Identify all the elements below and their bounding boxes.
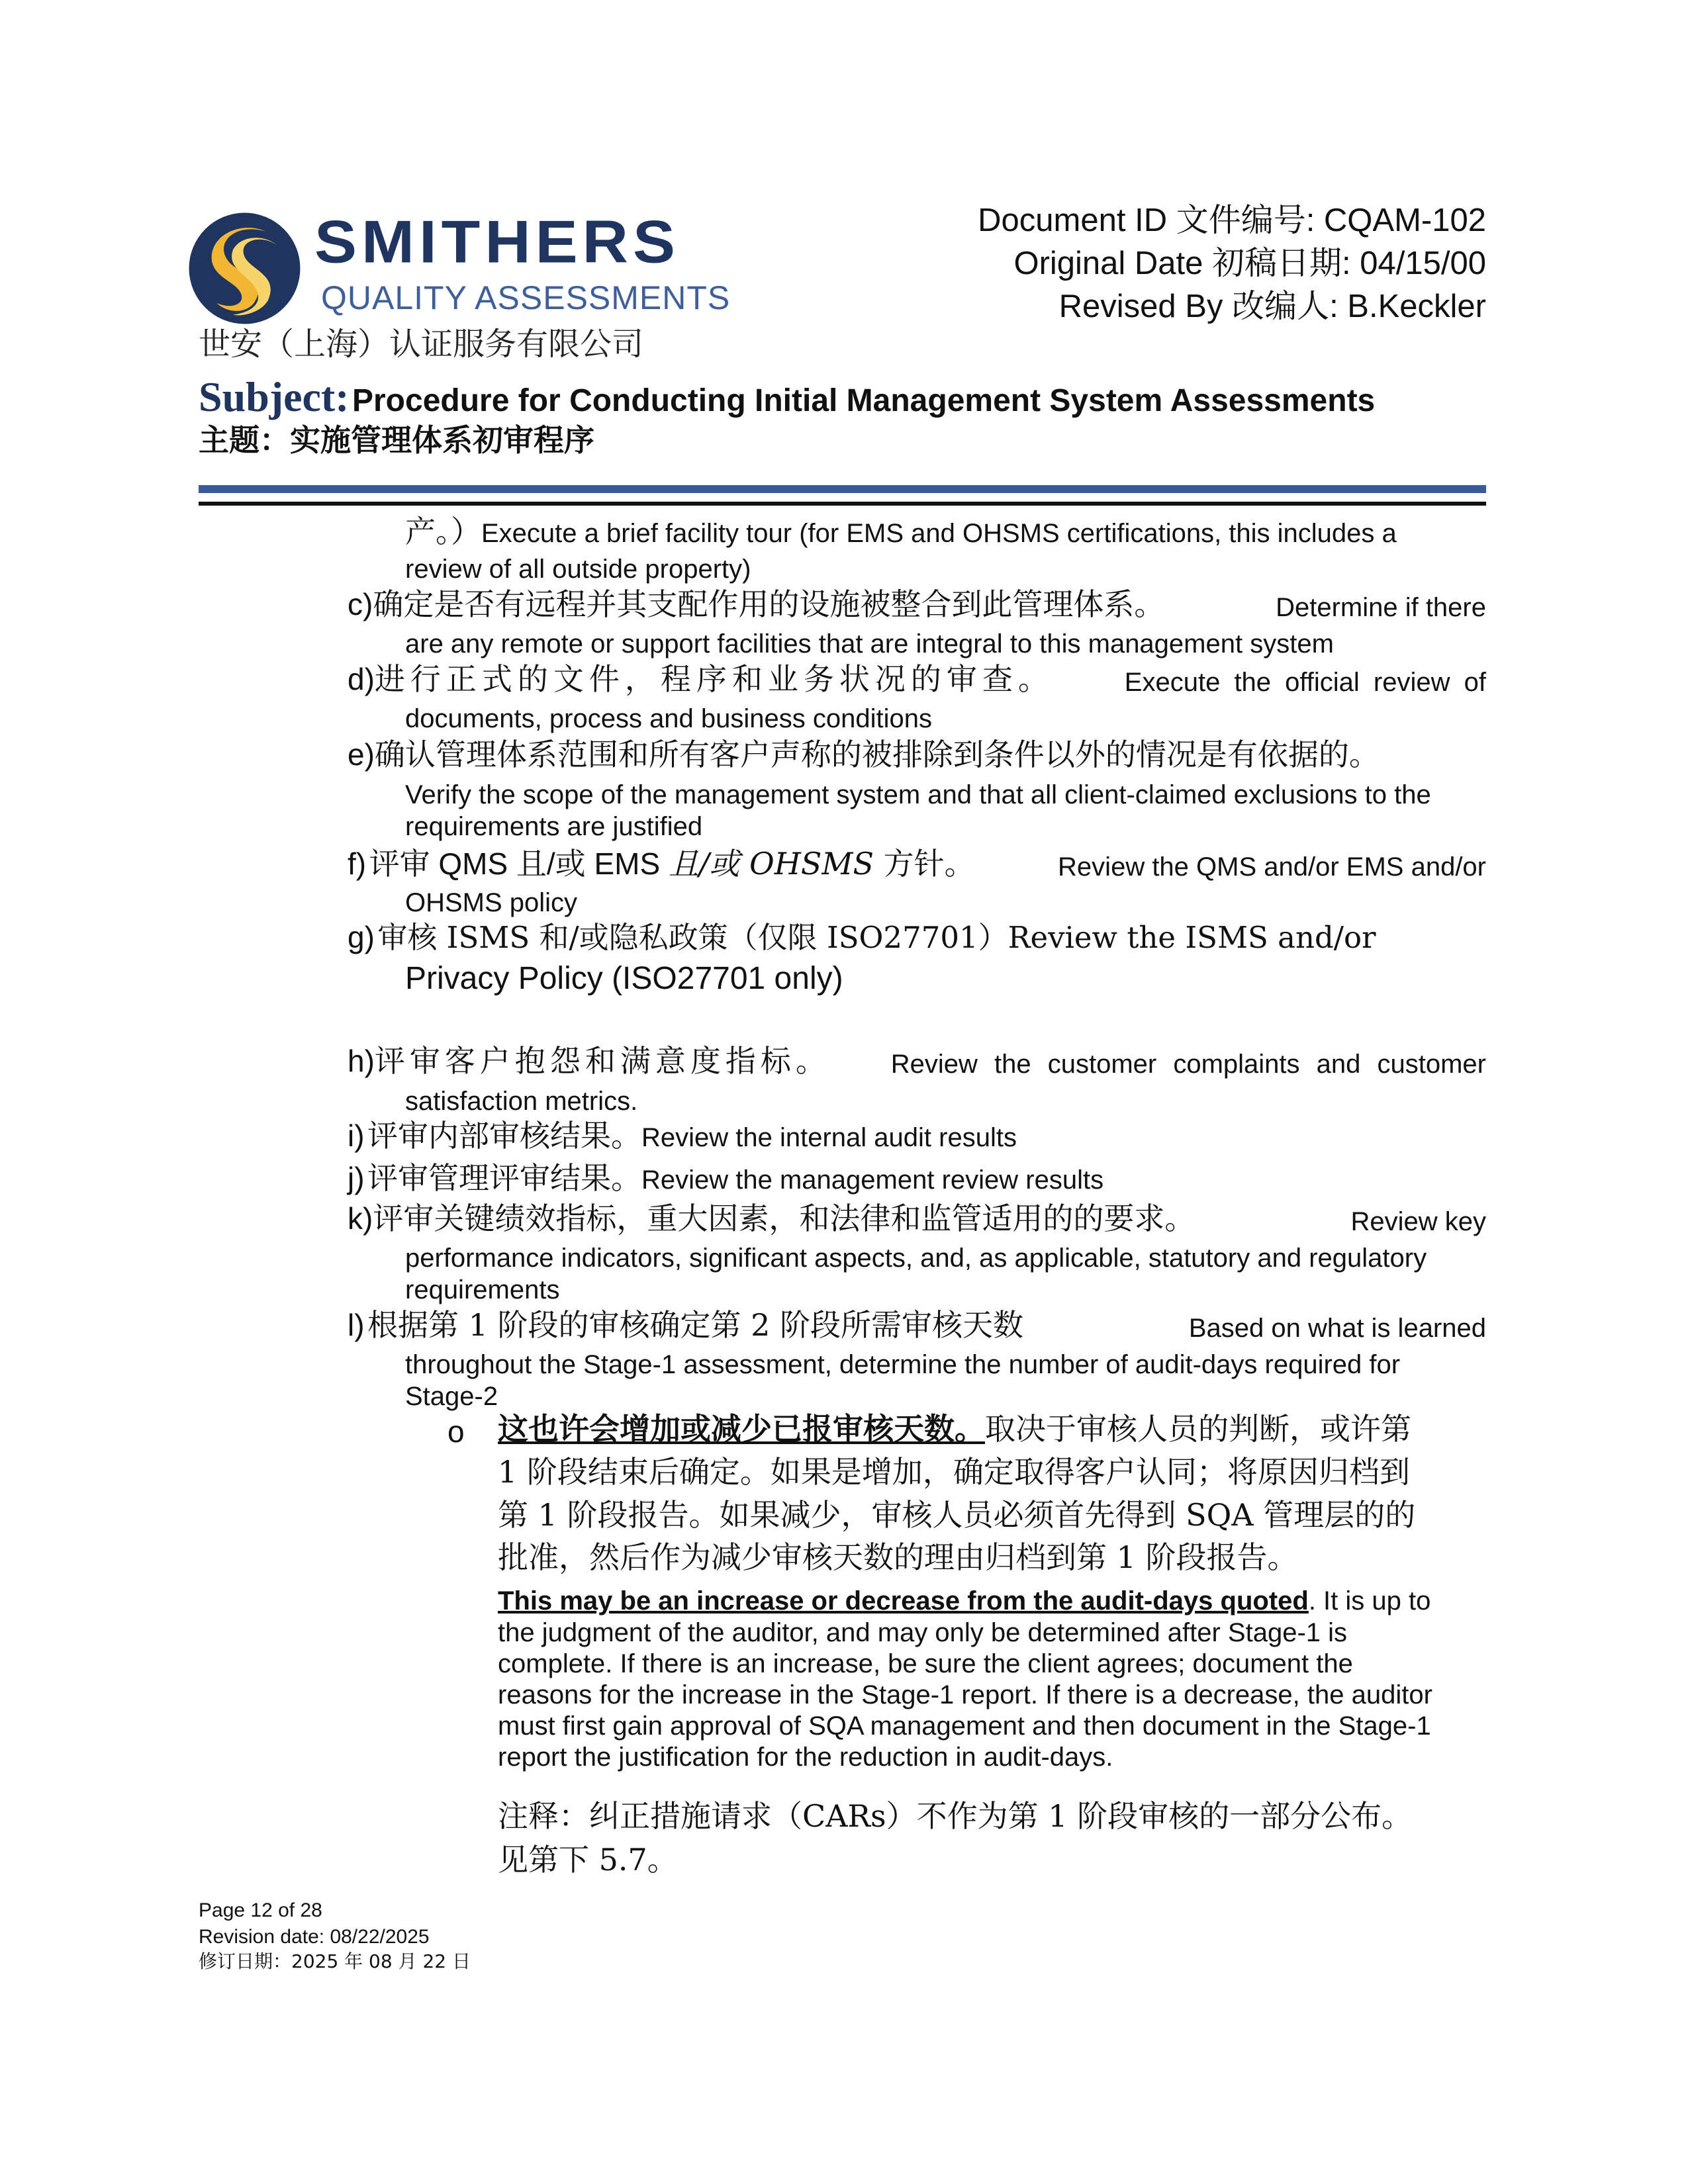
item-l: l) 根据第 1 阶段的审核确定第 2 阶段所需审核天数 Based on what is learned — [348, 1307, 1486, 1343]
document-id: Document ID 文件编号: CQAM-102 — [978, 203, 1486, 238]
item-h-text-2: satisfaction metrics. — [405, 1087, 638, 1116]
item-l-text-3: Stage-2 — [405, 1382, 498, 1411]
item-h: h)评审客户抱怨和满意度指标。 Review the customer complaints and customer — [348, 1043, 1486, 1079]
item-c: c)确定是否有远程并其支配作用的设施被整合到此管理体系。 Determine if there — [348, 586, 1486, 622]
item-d-text-2: documents, process and business conditions — [405, 704, 933, 733]
sub-bullet-zh-2: 1 阶段结束后确定。如果是增加，确定取得客户认同；将原因归档到 — [498, 1454, 1410, 1490]
subject-label: Subject: — [199, 373, 350, 420]
revision-date: Revision date: 08/22/2025 — [199, 1926, 430, 1948]
sub-bullet-zh-1: 这也许会增加或减少已报审核天数。取决于审核人员的判断，或许第 — [498, 1411, 1411, 1447]
original-date: Original Date 初稿日期: 04/15/00 — [1013, 246, 1486, 281]
sub-bullet-en-4: reasons for the increase in the Stage-1 report. If there is a decrease, the auditor — [498, 1680, 1432, 1709]
sub-bullet-en-5: must first gain approval of SQA management and then document in the Stage-1 — [498, 1711, 1431, 1741]
item-b-continuation: 产。）Execute a brief facility tour (for EMS and OHSMS certifications, this includes a — [405, 514, 1397, 549]
header-divider-blue — [199, 485, 1486, 493]
item-e-text-2: requirements are justified — [405, 812, 703, 841]
note-line-2: 见第下 5.7。 — [498, 1842, 678, 1878]
sub-bullet-zh-4: 批准，然后作为减少审核天数的理由归档到第 1 阶段报告。 — [498, 1539, 1298, 1575]
item-k-text-3: requirements — [405, 1275, 560, 1304]
item-e: e)确认管理体系范围和所有客户声称的被排除到条件以外的情况是有依据的。 — [348, 737, 1380, 772]
item-g-text-2: Privacy Policy (ISO27701 only) — [405, 961, 843, 996]
item-k: k)评审关键绩效指标，重大因素，和法律和监管适用的的要求。 Review key — [348, 1201, 1486, 1236]
sub-bullet-zh-3: 第 1 阶段报告。如果减少，审核人员必须首先得到 SQA 管理层的的 — [498, 1497, 1416, 1533]
header-divider-black — [199, 502, 1486, 506]
note-line-1: 注释：纠正措施请求（CARs）不作为第 1 阶段审核的一部分公布。 — [498, 1798, 1413, 1834]
item-f-text-2: OHSMS policy — [405, 888, 578, 917]
subject-title: Procedure for Conducting Initial Management System Assessments — [352, 383, 1376, 418]
item-i: i) 评审内部审核结果。Review the internal audit results — [348, 1118, 1017, 1154]
sub-bullet-en-3: complete. If there is an increase, be sure the client agrees; document the — [498, 1649, 1353, 1678]
item-l-text-2: throughout the Stage-1 assessment, determine the number of audit-days required for — [405, 1350, 1401, 1379]
logo-wordmark: SMITHERS — [314, 208, 680, 276]
logo-subtitle: QUALITY ASSESSMENTS — [321, 279, 731, 316]
subject-title-zh: 主题：实施管理体系初审程序 — [199, 422, 594, 458]
item-f: f) 评审 QMS 且/或 EMS 且/或 OHSMS 方针。 Review the QMS and/or EMS and/or — [348, 846, 1486, 882]
item-e-text-1: Verify the scope of the management system and that all client-claimed exclusions to the — [405, 780, 1431, 809]
sub-bullet-en-2: the judgment of the auditor, and may only be determined after Stage-1 is — [498, 1618, 1348, 1647]
revision-date-zh: 修订日期：2025 年 08 月 22 日 — [199, 1950, 471, 1972]
smithers-logo-icon — [187, 210, 303, 326]
item-g: g) 审核 ISMS 和/或隐私政策（仅限 ISO27701）Review the ISMS and/or — [348, 920, 1376, 955]
sub-bullet-en-1: This may be an increase or decrease from the audit-days quoted. It is up to — [498, 1586, 1431, 1615]
item-c-text-2: are any remote or support facilities that are integral to this management system — [405, 629, 1334, 659]
subject-line — [199, 373, 1376, 420]
item-k-text-2: performance indicators, significant aspects, and, as applicable, statutory and regulatory — [405, 1244, 1427, 1273]
page-number: Page 12 of 28 — [199, 1899, 322, 1921]
revised-by: Revised By 改编人: B.Keckler — [1058, 289, 1486, 324]
sub-bullet-marker: o — [447, 1414, 465, 1449]
sub-bullet-en-6: report the justification for the reduction in audit-days. — [498, 1743, 1113, 1772]
company-name-zh: 世安（上海）认证服务有限公司 — [199, 326, 644, 363]
item-j: j) 评审管理评审结果。Review the management review results — [348, 1160, 1104, 1196]
item-b-text-2: review of all outside property) — [405, 555, 751, 584]
item-d: d)进行正式的文件，程序和业务状况的审查。 Execute the official review of — [348, 661, 1486, 697]
